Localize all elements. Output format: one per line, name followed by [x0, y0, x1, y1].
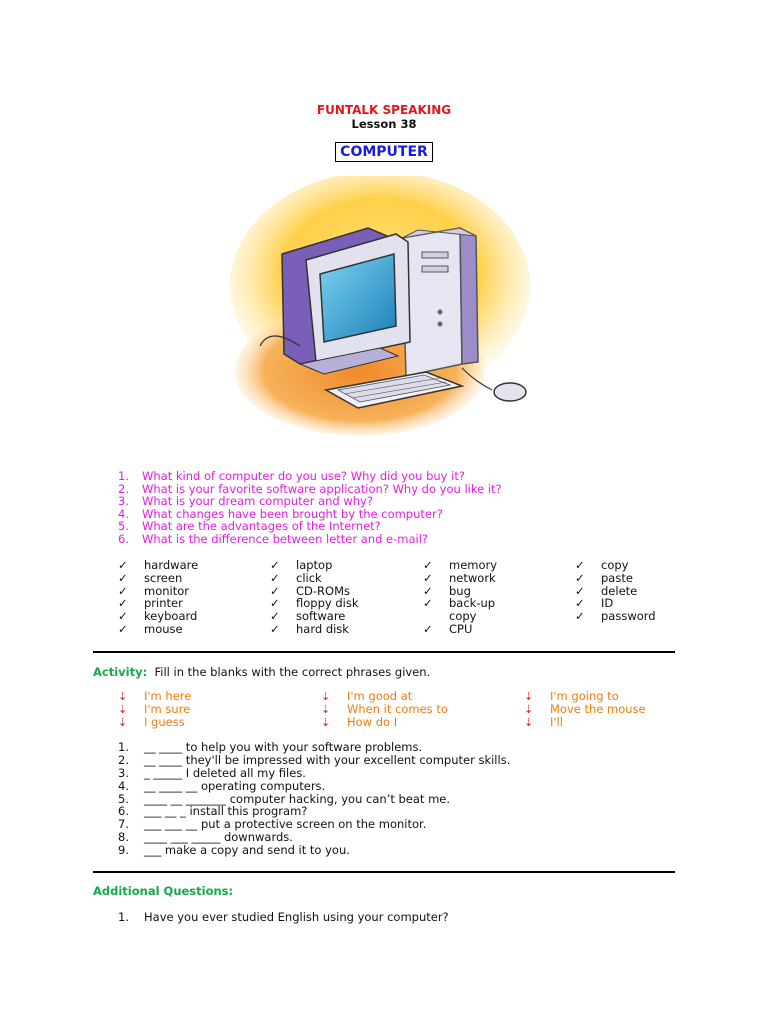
- check-icon: ✓: [423, 596, 433, 611]
- blank-item: 8. ____ ___ _____ downwards.: [118, 830, 293, 845]
- check-icon: ✓: [270, 570, 280, 585]
- question-item: 4. What changes have been brought by the computer?: [118, 506, 443, 521]
- activity-label: Activity:: [93, 665, 148, 679]
- vocab-item: ✓ ID: [575, 596, 614, 611]
- vocab-item: ✓ copy: [575, 558, 629, 572]
- check-icon: ✓: [423, 570, 433, 585]
- vocab-item: ✓ memory: [423, 558, 498, 572]
- vocab-item: copy: [449, 609, 477, 624]
- question-item: 2. What is your favorite software application? Why do you like it?: [118, 481, 502, 496]
- vocab-item: ✓ monitor: [118, 583, 189, 598]
- blank-item: 2. __ ____ they'll be impressed with your excellent computer skills.: [118, 752, 511, 767]
- check-icon: ✓: [575, 583, 585, 598]
- blank-item: 3. _ _____ I deleted all my files.: [118, 765, 306, 780]
- computer-illustration: [230, 176, 540, 454]
- vocab-item: ✓ hard disk: [270, 621, 349, 636]
- discussion-questions: [118, 470, 678, 546]
- vocab-item: ✓ floppy disk: [270, 596, 359, 611]
- vocab-column: [270, 559, 420, 636]
- divider: [93, 651, 675, 653]
- phrase-item: ⇣ How do I: [321, 714, 398, 729]
- check-icon: ✓: [423, 583, 433, 598]
- phrase-item: ⇣ When it comes to: [321, 701, 448, 716]
- vocab-item: ✓ screen: [118, 570, 183, 585]
- vocab-item: ✓ network: [423, 570, 496, 585]
- vocab-item: ✓ delete: [575, 583, 638, 598]
- vocab-item: ✓ back-up: [423, 596, 496, 611]
- check-icon: ✓: [270, 596, 280, 611]
- topic-title: COMPUTER: [335, 142, 433, 162]
- vocab-item: ✓ click: [270, 570, 322, 585]
- arrow-bullet-icon: ⇣: [524, 690, 534, 703]
- blank-item: 5. ____ __ _______ computer hacking, you can’t beat me.: [118, 791, 451, 806]
- question-item: 5. What are the advantages of the Internet?: [118, 519, 381, 534]
- vocab-column: [575, 559, 725, 623]
- vocab-item: ✓ mouse: [118, 621, 183, 636]
- check-icon: ✓: [575, 596, 585, 611]
- phrase-column: [321, 690, 521, 728]
- vocab-item: ✓ CPU: [423, 621, 473, 636]
- arrow-bullet-icon: ⇣: [118, 702, 128, 716]
- blank-item: 4. __ ____ __ operating computers.: [118, 778, 326, 793]
- additional-question-item: 1. Have you ever studied English using your computer?: [118, 910, 449, 924]
- vocab-item: ✓ hardware: [118, 558, 199, 572]
- vocab-item: ✓ password: [575, 609, 656, 624]
- vocab-item: ✓ bug: [423, 583, 471, 598]
- vocab-item: ✓ software: [270, 609, 346, 624]
- check-icon: ✓: [270, 609, 280, 624]
- check-icon: ✓: [575, 570, 585, 585]
- arrow-bullet-icon: ⇣: [524, 702, 534, 716]
- check-icon: ✓: [575, 558, 585, 572]
- phrase-item: ⇣ I guess: [118, 714, 185, 729]
- arrow-bullet-icon: ⇣: [524, 715, 534, 729]
- phrase-column: [118, 690, 318, 728]
- check-icon: ✓: [270, 621, 280, 636]
- check-icon: ✓: [118, 621, 128, 636]
- page-title: FUNTALK SPEAKING: [316, 103, 452, 117]
- phrase-item: ⇣ Move the mouse: [524, 701, 646, 716]
- question-item: 1. What kind of computer do you use? Why did you buy it?: [118, 469, 465, 483]
- phrase-item: ⇣ I'm going to: [524, 689, 619, 703]
- check-icon: ✓: [575, 609, 585, 624]
- divider: [93, 871, 675, 873]
- arrow-bullet-icon: ⇣: [321, 715, 331, 729]
- check-icon: ✓: [270, 558, 280, 572]
- vocab-item: ✓ laptop: [270, 558, 333, 572]
- blank-item: 1. __ ____ to help you with your software problems.: [118, 740, 423, 754]
- cpu-tower: [402, 228, 478, 376]
- check-icon: ✓: [423, 621, 433, 636]
- question-item: 3. What is your dream computer and why?: [118, 494, 373, 509]
- arrow-bullet-icon: ⇣: [321, 690, 331, 703]
- phrase-column: [524, 690, 724, 728]
- arrow-bullet-icon: ⇣: [321, 702, 331, 716]
- arrow-bullet-icon: ⇣: [118, 690, 128, 703]
- phrase-item: ⇣ I'm here: [118, 689, 192, 703]
- additional-questions-heading: Additional Questions:: [93, 884, 234, 898]
- vocab-item: ✓ printer: [118, 596, 183, 611]
- phrase-item: ⇣ I'm good at: [321, 689, 413, 703]
- vocab-column: [118, 559, 268, 636]
- check-icon: ✓: [118, 596, 128, 611]
- vocab-column: [423, 559, 573, 636]
- fill-in-blanks: [118, 741, 510, 857]
- vocab-item: ✓ keyboard: [118, 609, 198, 624]
- question-item: 6. What is the difference between letter and e-mail?: [118, 531, 429, 546]
- arrow-bullet-icon: ⇣: [118, 715, 128, 729]
- check-icon: ✓: [423, 558, 433, 572]
- phrase-item: ⇣ I'm sure: [118, 701, 191, 716]
- check-icon: ✓: [118, 609, 128, 624]
- check-icon: ✓: [118, 583, 128, 598]
- activity-instruction: Activity: Fill in the blanks with the correct phrases given.: [93, 665, 431, 679]
- vocab-item: ✓ CD-ROMs: [270, 583, 350, 598]
- check-icon: ✓: [118, 570, 128, 585]
- check-icon: ✓: [270, 583, 280, 598]
- blank-item: 6. ___ __ _ install this program?: [118, 804, 308, 819]
- vocab-item: ✓ paste: [575, 570, 633, 585]
- blank-item: 7. ___ ___ __ put a protective screen on the monitor.: [118, 817, 427, 832]
- lesson-number: Lesson 38: [351, 117, 417, 131]
- phrase-item: ⇣ I'll: [524, 714, 563, 729]
- blank-item: 9. ___ make a copy and send it to you.: [118, 843, 350, 858]
- check-icon: ✓: [118, 558, 128, 572]
